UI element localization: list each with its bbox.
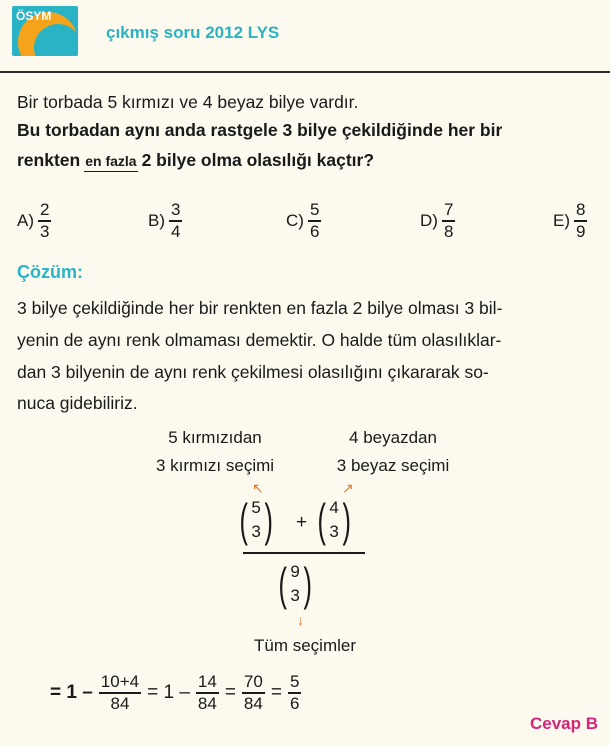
option-label: B) xyxy=(148,210,165,230)
binom-5-3 xyxy=(236,496,276,544)
logo-text: ÖSYM xyxy=(16,9,52,23)
option-label: C) xyxy=(286,210,304,230)
option-fraction xyxy=(308,200,321,242)
frac-num: 70 xyxy=(243,672,263,691)
left-paren: ( xyxy=(239,494,248,546)
option-a[interactable] xyxy=(17,200,51,242)
option-den: 4 xyxy=(171,221,181,241)
header-title: çıkmış soru 2012 LYS xyxy=(106,23,280,42)
fraction-3 xyxy=(242,672,265,714)
fraction-2 xyxy=(196,672,219,714)
main-fraction-bar xyxy=(243,552,365,554)
solution-line-2: yenin de aynı renk olmaması demektir. O halde tüm olasılıklar- xyxy=(17,330,502,350)
option-den: 3 xyxy=(40,221,50,241)
binom-top: 9 xyxy=(290,562,300,581)
question-line-2: Bu torbadan aynı anda rastgele 3 bilye çekildiğinde her bir xyxy=(17,120,503,140)
left-label-1: 5 kırmızıdan xyxy=(168,428,262,447)
eq-2: = 1 – xyxy=(147,681,190,703)
emphasis-en-fazla: en fazla xyxy=(84,152,137,172)
frac-den: 6 xyxy=(289,693,300,713)
solution-line-4: nuca gidebiliriz. xyxy=(17,393,138,413)
option-num: 5 xyxy=(309,200,320,219)
binom-bottom: 3 xyxy=(290,586,300,605)
frac-den: 84 xyxy=(197,693,217,713)
question-line-3-b: 2 bilye olma olasılığı kaçtır? xyxy=(141,150,375,170)
frac-num: 5 xyxy=(289,672,300,691)
binom-bottom: 3 xyxy=(251,522,261,541)
option-den: 8 xyxy=(443,221,454,241)
option-e[interactable] xyxy=(553,200,587,242)
right-paren: ) xyxy=(342,494,351,546)
binom-top: 4 xyxy=(329,498,339,517)
right-paren: ) xyxy=(264,494,273,546)
final-equation xyxy=(50,672,301,714)
arrow-up-right-icon: ↗ xyxy=(342,480,354,496)
solution-line-3: dan 3 bilyenin de aynı renk çekilmesi olasılığını çıkararak so- xyxy=(17,362,489,382)
left-paren: ( xyxy=(317,494,326,546)
binom-stack xyxy=(251,496,260,544)
binom-stack xyxy=(290,560,299,608)
arrow-down-icon: ↓ xyxy=(297,612,304,628)
osym-logo xyxy=(12,6,78,56)
eq-4: = xyxy=(270,681,282,703)
option-fraction xyxy=(38,200,51,242)
binom-top: 5 xyxy=(251,498,261,517)
fraction-1 xyxy=(99,672,141,714)
option-label: E) xyxy=(553,210,570,230)
solution-line-1: 3 bilye çekildiğinde her bir renkten en fazla 2 bilye olması 3 bil- xyxy=(17,298,503,318)
option-fraction xyxy=(574,200,587,242)
binom-9-3 xyxy=(275,560,315,608)
option-num: 3 xyxy=(171,200,181,219)
option-d[interactable] xyxy=(420,200,455,242)
right-paren: ) xyxy=(303,558,312,610)
fraction-4 xyxy=(288,672,301,714)
right-label-1: 4 beyazdan xyxy=(349,428,437,447)
eq-1: = 1 – xyxy=(50,681,93,703)
binom-4-3 xyxy=(314,496,354,544)
bottom-label: Tüm seçimler xyxy=(253,636,356,655)
header-divider xyxy=(0,71,610,73)
option-b[interactable] xyxy=(148,200,182,242)
left-paren: ( xyxy=(278,558,287,610)
option-label: A) xyxy=(17,210,34,230)
option-den: 9 xyxy=(576,221,586,241)
option-den: 6 xyxy=(309,221,320,241)
header xyxy=(0,0,610,62)
frac-num: 14 xyxy=(197,672,217,691)
frac-num: 10+4 xyxy=(100,672,140,691)
frac-den: 84 xyxy=(110,693,130,713)
plus-sign: + xyxy=(296,512,308,533)
eq-3: = xyxy=(224,681,236,703)
question-line-1: Bir torbada 5 kırmızı ve 4 beyaz bilye vardır. xyxy=(17,92,359,112)
left-label-2: 3 kırmızı seçimi xyxy=(155,456,275,475)
arrow-up-left-icon: ↖ xyxy=(252,480,264,496)
option-num: 8 xyxy=(576,200,586,219)
question-line-3 xyxy=(17,146,374,174)
option-c[interactable] xyxy=(286,200,321,242)
binom-bottom: 3 xyxy=(329,522,339,541)
option-label: D) xyxy=(420,210,438,230)
option-fraction xyxy=(169,200,182,242)
question-line-3-a: renkten xyxy=(17,150,81,170)
option-num: 7 xyxy=(443,200,454,219)
binom-stack xyxy=(329,496,338,544)
solution-heading: Çözüm: xyxy=(17,262,83,282)
option-num: 2 xyxy=(40,200,50,219)
frac-den: 84 xyxy=(243,693,263,713)
answer-label: Cevap B xyxy=(529,714,598,733)
option-fraction xyxy=(442,200,455,242)
right-label-2: 3 beyaz seçimi xyxy=(336,456,450,475)
